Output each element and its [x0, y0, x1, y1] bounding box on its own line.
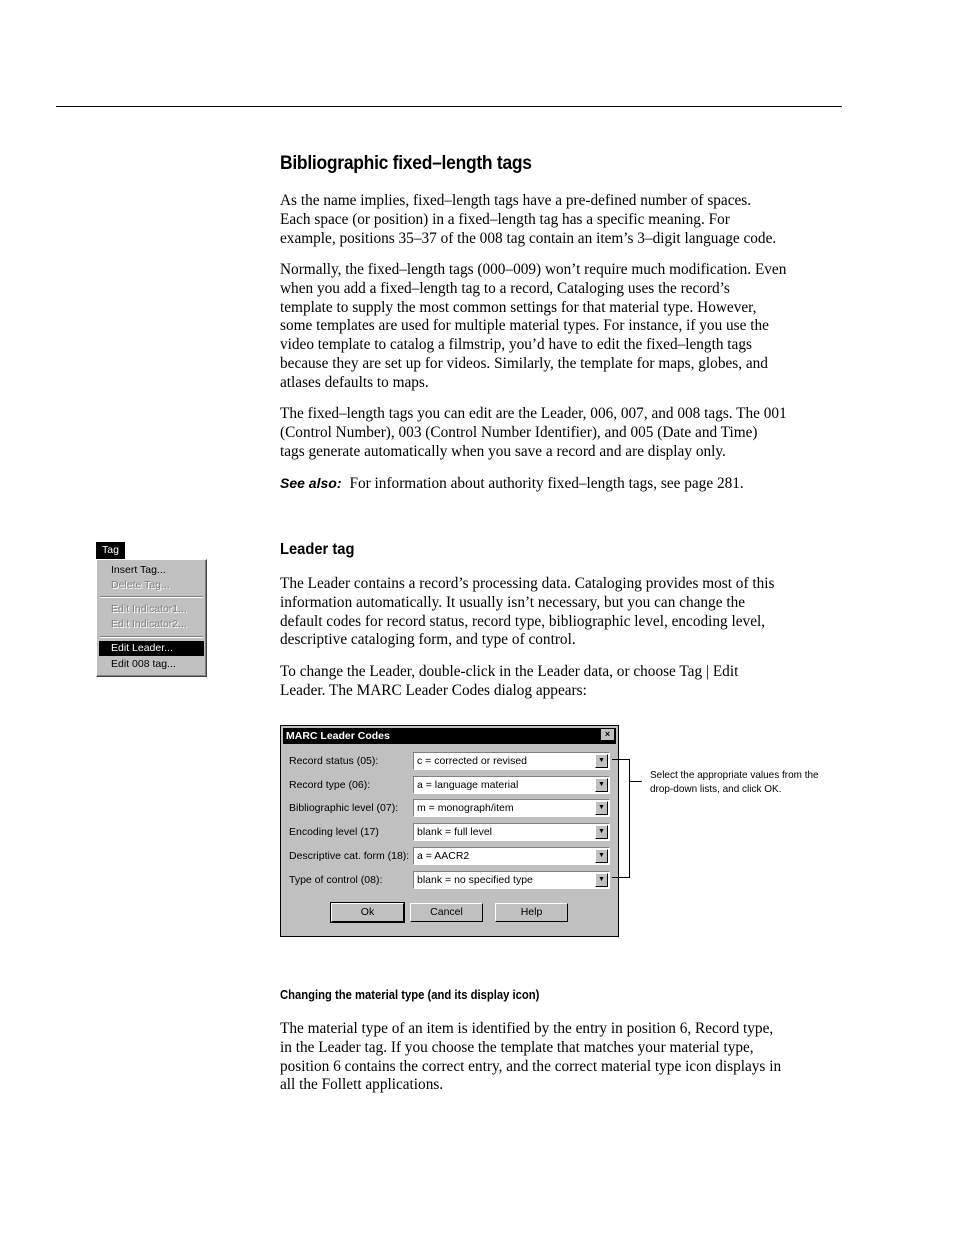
encoding-level-value: blank = full level: [417, 826, 493, 838]
text-line: default codes for record status, record type, bibliographic level, encoding level,: [280, 612, 766, 630]
text-line: because they are set up for videos. Similarly, the template for maps, globes, and: [280, 354, 768, 372]
menu-item-edit-008-tag[interactable]: Edit 008 tag...: [111, 658, 176, 670]
text-line: atlases defaults to maps.: [280, 373, 429, 391]
text-line: descriptive cataloging form, and type of control.: [280, 631, 576, 649]
text-line: template to supply the most common settings for that material type. However,: [280, 298, 757, 316]
text-line: (Control Number), 003 (Control Number Identifier), and 005 (Date and Time): [280, 423, 758, 441]
text-line: tags generate automatically when you save a record and are display only.: [280, 442, 726, 460]
callout-bracket: [612, 759, 630, 878]
descriptive-cat-form-select[interactable]: [413, 847, 610, 865]
text-line: As the name implies, fixed–length tags have a pre-defined number of spaces.: [280, 192, 752, 209]
ok-button[interactable]: Ok: [331, 903, 404, 922]
text-line: To change the Leader, double-click in the Leader data, or choose Tag | Edit: [280, 663, 739, 680]
record-type-label: Record type (06):: [289, 779, 371, 791]
subsection-heading-material-type: Changing the material type (and its display icon): [280, 988, 540, 1002]
paragraph-editable-tags: [280, 405, 845, 461]
subsection-heading-leader: Leader tag: [280, 541, 355, 558]
text-line: position 6 contains the correct entry, and the correct material type icon displays in: [280, 1057, 782, 1075]
record-status-label: Record status (05):: [289, 755, 379, 767]
menu-separator: [100, 636, 203, 638]
type-of-control-value: blank = no specified type: [417, 874, 533, 886]
text-line: all the Follett applications.: [280, 1076, 444, 1094]
menu-item-insert-tag[interactable]: Insert Tag...: [111, 564, 166, 576]
record-type-select[interactable]: [413, 776, 610, 794]
encoding-level-label: Encoding level (17): [289, 826, 379, 838]
text-line: The material type of an item is identified by the entry in position 6, Record type,: [280, 1020, 774, 1037]
record-type-value: a = language material: [417, 779, 519, 791]
text-line: some templates are used for multiple material types. For instance, if you use the: [280, 317, 769, 335]
section-heading: Bibliographic fixed–length tags: [280, 153, 532, 174]
paragraph-templates: [280, 261, 845, 393]
callout-text: Select the appropriate values from the drop-down lists, and click OK.: [650, 769, 819, 795]
chevron-down-icon[interactable]: ▼: [595, 849, 608, 863]
chevron-down-icon[interactable]: ▼: [595, 801, 608, 815]
text-line: Leader. The MARC Leader Codes dialog appears:: [280, 681, 587, 699]
see-also: [280, 474, 744, 494]
text-line: Normally, the fixed–length tags (000–009) won’t require much modification. Even: [280, 261, 787, 278]
cancel-button[interactable]: Cancel: [410, 903, 483, 922]
paragraph-material-type: [280, 1020, 845, 1095]
marc-leader-codes-dialog: [280, 725, 619, 937]
descriptive-cat-form-label: Descriptive cat. form (18):: [289, 850, 410, 862]
type-of-control-label: Type of control (08):: [289, 874, 383, 886]
text-line: video template to catalog a filmstrip, you’d have to edit the fixed–length tags: [280, 336, 752, 354]
see-also-text: For information about authority fixed–length tags, see page 281.: [349, 475, 744, 492]
menu-item-edit-indicator2[interactable]: Edit Indicator2...: [111, 618, 187, 630]
paragraph-leader: [280, 575, 845, 650]
tag-menu-dropdown: [96, 559, 207, 677]
bibliographic-level-value: m = monograph/item: [417, 802, 514, 814]
chevron-down-icon[interactable]: ▼: [595, 825, 608, 839]
text-line: example, positions 35–37 of the 008 tag contain an item’s 3–digit language code.: [280, 229, 777, 247]
dialog-title: MARC Leader Codes: [283, 728, 616, 744]
text-line: in the Leader tag. If you choose the template that matches your material type,: [280, 1038, 754, 1056]
close-icon[interactable]: ×: [600, 728, 615, 741]
type-of-control-select[interactable]: [413, 871, 610, 889]
record-status-select[interactable]: [413, 752, 610, 770]
bibliographic-level-label: Bibliographic level (07):: [289, 802, 399, 814]
menu-separator: [100, 596, 203, 598]
paragraph-change-leader: [280, 663, 845, 701]
encoding-level-select[interactable]: [413, 823, 610, 841]
bibliographic-level-select[interactable]: [413, 799, 610, 817]
record-status-value: c = corrected or revised: [417, 755, 528, 767]
menu-item-edit-leader[interactable]: Edit Leader...: [99, 641, 204, 656]
header-rule: [56, 106, 842, 107]
text-line: when you add a fixed–length tag to a record, Cataloging uses the record’s: [280, 279, 730, 297]
text-line: Each space (or position) in a fixed–length tag has a specific meaning. For: [280, 210, 730, 228]
chevron-down-icon[interactable]: ▼: [595, 873, 608, 887]
text-line: The Leader contains a record’s processing data. Cataloging provides most of this: [280, 575, 775, 592]
tag-menu-title[interactable]: Tag: [96, 542, 125, 559]
help-button[interactable]: Help: [495, 903, 568, 922]
see-also-label: See also:: [280, 475, 342, 491]
chevron-down-icon[interactable]: ▼: [595, 754, 608, 768]
text-line: The fixed–length tags you can edit are the Leader, 006, 007, and 008 tags. The 001: [280, 405, 787, 422]
text-line: information automatically. It usually isn’t necessary, but you can change the: [280, 593, 746, 611]
paragraph-intro: [280, 192, 845, 248]
menu-item-edit-indicator1[interactable]: Edit Indicator1...: [111, 603, 187, 615]
descriptive-cat-form-value: a = AACR2: [417, 850, 470, 862]
chevron-down-icon[interactable]: ▼: [595, 778, 608, 792]
menu-item-delete-tag[interactable]: Delete Tag...: [111, 579, 170, 591]
callout-leader-line: [630, 781, 642, 782]
